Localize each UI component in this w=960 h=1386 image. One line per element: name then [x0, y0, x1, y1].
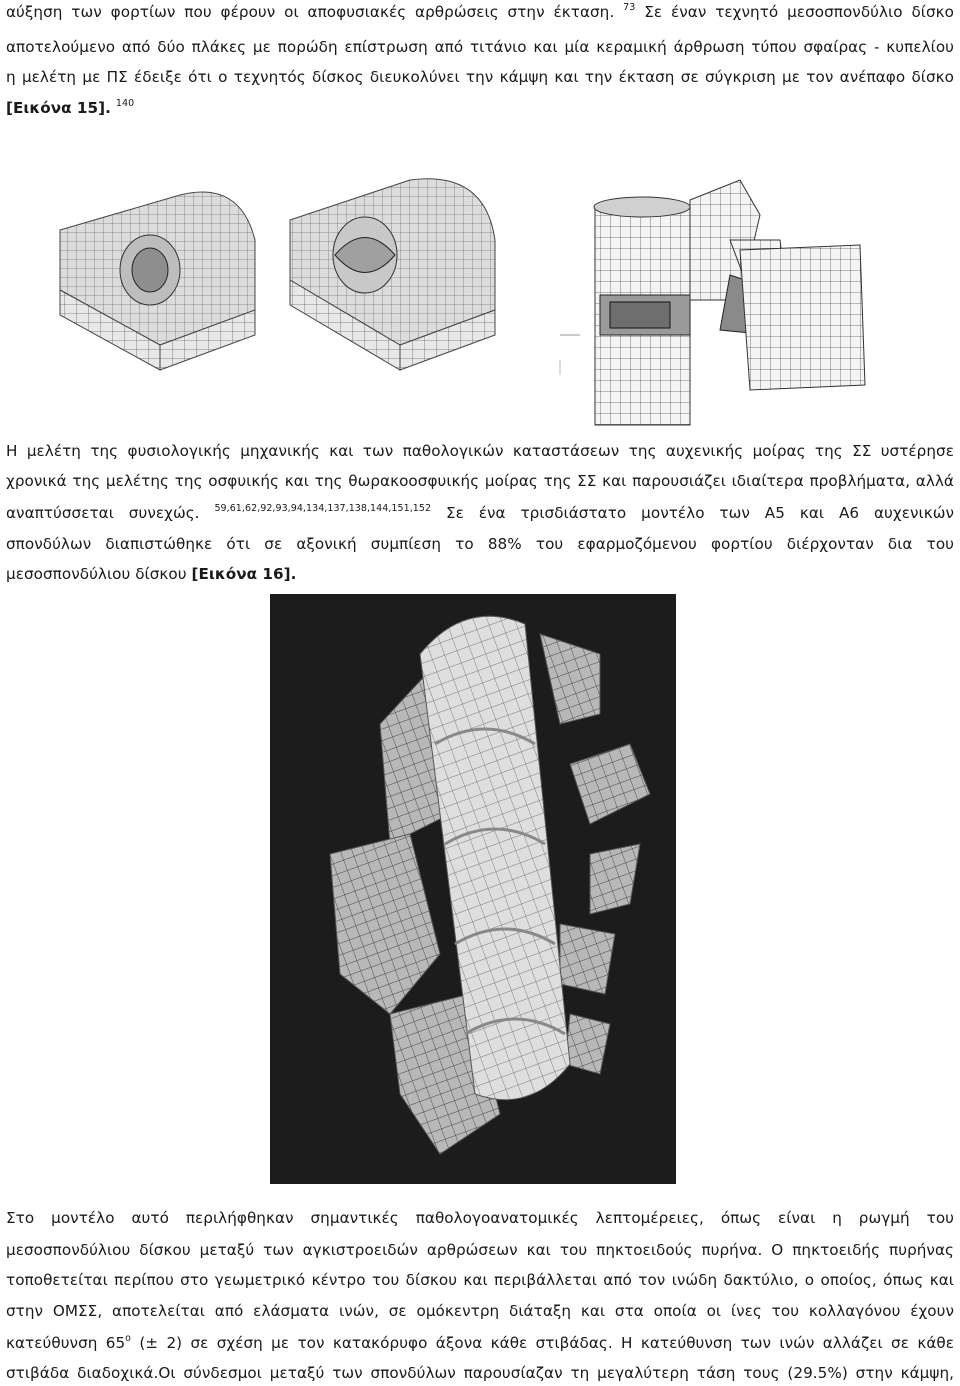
para1-line1 [6, 2, 954, 22]
cervical-spine-fe-model-icon [270, 594, 676, 1184]
degree-sign: ο [125, 1333, 132, 1344]
finite-element-disc-meshes-icon [40, 160, 950, 428]
para1-text-b: Σε έναν τεχνητό μεσοσπονδύλιο δίσκο [644, 3, 954, 21]
para3-line5 [6, 1333, 954, 1353]
para2-line3 [6, 503, 954, 523]
para1-text-a: αύξηση των φορτίων που φέρουν οι αποφυσιακές αρθρώσεις στην έκταση. [6, 3, 615, 21]
figure15-reference[interactable]: [Εικόνα 15]. [6, 99, 111, 117]
para3-line4: στην ΟΜΣΣ, αποτελείται από ελάσματα ινών, σε ομόκεντρη διάταξη και στα οποία οι ίνες του κολλαγόνου έχουν [6, 1302, 954, 1320]
para2-line1: Η μελέτη της φυσιολογικής μηχανικής και των παθολογικών καταστάσεων της αυχενικής μοίρας της ΣΣ υστέρησε [6, 442, 954, 460]
figure-16 [270, 594, 676, 1184]
para1-line4 [6, 98, 134, 118]
spinal-segment-mesh [560, 180, 865, 425]
para2-text-b: Σε ένα τρισδιάστατο μοντέλο των Α5 και Α6 αυχενικών [445, 504, 954, 522]
disc-mesh-1 [60, 192, 255, 370]
para3-line6: στιβάδα διαδοχικά.Οι σύνδεσμοι μεταξύ των σπονδύλων παρουσίαζαν τη μεγαλύτερη τάση τους (29.5%) στην κάμψη, [6, 1364, 954, 1382]
footnote-ref: 140 [115, 98, 135, 109]
para1-line2: αποτελούμενο από δύο πλάκες με πορώδη επίστρωση από τιτάνιο και μία κεραμική άρθρωση τύπου σφαίρας - κυπελίου [6, 38, 954, 56]
figure-15 [40, 160, 950, 428]
para2-line2: χρονικά της μελέτης της οσφυικής και της θωρακοοσφυικής μοίρας της ΣΣ και παρουσιάζει ιδιαίτερα προβλήματα, αλλά [6, 472, 954, 490]
footnote-ref: 59,61,62,92,93,94,134,137,138,144,151,152 [214, 503, 432, 514]
para3-line3: τοποθετείται περίπου στο γεωμετρικό κέντρο του δίσκου και περιβάλλεται από τον ινώδη δακτύλιο, ο οποίος, όπως και [6, 1271, 954, 1289]
para3-line2: μεσοσπονδύλιου δίσκου μεταξύ των αγκιστροειδών αρθρώσεων και του πηκτοειδούς πυρήνα. Ο πηκτοειδής πυρήνας [6, 1241, 954, 1259]
para2-text-c: μεσοσπονδύλιου δίσκου [6, 565, 187, 583]
para1-line3: η μελέτη με ΠΣ έδειξε ότι ο τεχνητός δίσκος διευκολύνει την κάμψη και την έκταση σε σύγκριση με τον ανέπαφο δίσκο [6, 68, 954, 86]
para2-text-a: αναπτύσσεται συνεχώς. [6, 504, 200, 522]
figure16-reference[interactable]: [Εικόνα 16]. [191, 565, 297, 583]
para3-text-a: κατεύθυνση 65 [6, 1334, 126, 1352]
disc-mesh-2 [290, 179, 495, 370]
para2-line5 [6, 564, 296, 584]
footnote-ref: 73 [623, 2, 636, 13]
para2-line4: σπονδύλων διαπιστώθηκε ότι σε αξονική συμπίεση το 88% του εφαρμοζόμενου φορτίου διέρχονταν δια του [6, 535, 954, 553]
para3-text-b: (± 2) σε σχέση με τον κατακόρυφο άξονα κάθε στιβάδας. Η κατεύθυνση των ινών αλλάζει σε κάθε [131, 1334, 954, 1352]
para3-line1: Στο μοντέλο αυτό περιλήφθηκαν σημαντικές παθολογοανατομικές λεπτομέρειες, όπως είναι η ρωγμή του [6, 1209, 954, 1227]
